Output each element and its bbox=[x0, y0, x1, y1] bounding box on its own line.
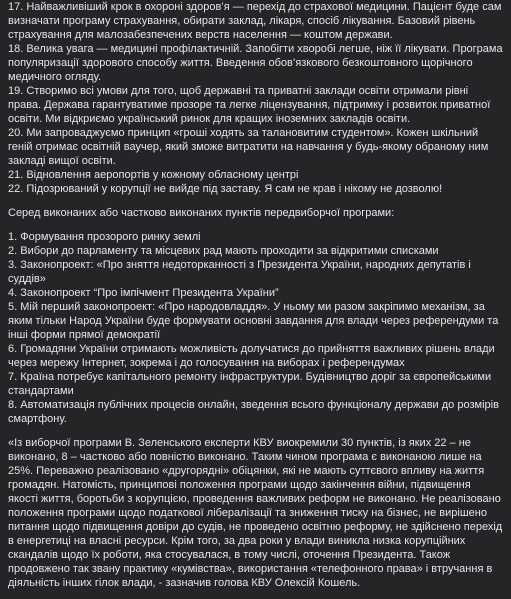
spacer bbox=[8, 426, 503, 436]
completed-item-8: 8. Автоматизація публічних процесів онлайн, зведення всього функціоналу держави до розмірів смартфону. bbox=[8, 399, 502, 425]
completed-item-6: 6. Громадяни України отримають можливість долучатися до прийняття важливих рішень влади через мережу Інтернет, зокрема і до голосування на виборах і референдумах bbox=[8, 343, 498, 369]
completed-item-4: 4. Законопроект “Про імпічмент Президента України” bbox=[8, 287, 279, 299]
promise-21: 21. Відновлення аеропортів у кожному обласному центрі bbox=[8, 169, 299, 181]
spacer bbox=[8, 220, 503, 230]
promise-20: 20. Ми запроваджуємо принцип «гроші ходять за талановитим студентом». Кожен шкільний геній отримає освітній ваучер, який зможе витратити на навчання у будь-якому обраному ним закладі вищої освіти. bbox=[8, 127, 492, 167]
completed-item-5: 5. Мій перший законопроект: «Про народовладдя». У ньому ми разом закріпимо механізм, за яким тільки Народ України буде формувати основні завдання для влади через референдуми та інші форми прямої демократії bbox=[8, 301, 502, 341]
promise-22: 22. Підозрюваний у корупції не вийде під заставу. Я сам не крав і нікому не дозволю! bbox=[8, 183, 443, 195]
promise-19: 19. Створимо всі умови для того, щоб державні та приватні заклади освіти отримали рівні права. Держава гарантуватиме прозоре та легке ліцензування, підтримку і розвиток приватної освіти. Ми відкриємо український ринок для кращих іноземних закладів освіти. bbox=[8, 85, 494, 125]
promise-18: 18. Велика увага — медицині профілактичній. Запобігти хворобі легше, ніж її лікувати. Програма популяризації здорового способу життя. Введення обов’язкового безкоштовного щорічного медичного огляду. bbox=[8, 43, 506, 83]
completed-item-1: 1. Формування прозорого ринку землі bbox=[8, 231, 201, 243]
completed-item-2: 2. Вибори до парламенту та місцевих рад мають проходити за відкритими списками bbox=[8, 245, 439, 257]
completed-item-7: 7. Країна потребує капітального ремонту інфраструктури. Будівництво доріг за європейськими стандартами bbox=[8, 371, 495, 397]
spacer bbox=[8, 196, 503, 206]
section-intro: Серед виконаних або частково виконаних пунктів передвиборчої програми: bbox=[8, 207, 395, 219]
promise-17: 17. Найважливіший крок в охороні здоров’я — перехід до страхової медицини. Пацієнт буде сам визначати програму страхування, обирати заклад, лікаря, спосіб лікування. Базовий рівень страхування для малозабезпечених верств населення — коштом держави. bbox=[8, 1, 505, 41]
completed-item-3: 3. Законопроект: «Про зняття недоторканності з Президента України, народних депутатів і суддів» bbox=[8, 259, 474, 285]
quote-paragraph: «Із виборчої програми В. Зеленського експерти КВУ виокремили 30 пунктів, із яких 22 – не виконано, 8 – частково або повністю виконано. Таким чином програма є виконаною лише на 25%. Переважно реалізовано «другорядні» обіцянки, які не мають суттєвого впливу на життя громадян. Натомість, принципові положення програми щодо закінчення війни, підвищення якості життя, боротьби з корупцією, проведення важливих реформ не виконано. Не реалізовано положення програми щодо податкової лібералізації та зниження тиску на бізнес, не вирішено питання щодо підвищення довіри до судів, не проведено освітню реформу, не здійснено перехід в енергетиці на власні ресурси. Крім того, за два роки у влади виникла низка корупційних скандалів щодо їх роботи, яка стосувалася, в тому числі, оточення Президента. Також продовжено так звану практику «кумівства», використання «телефонного права» і втручання в діяльність інших гілок влади, - зазначив голова КВУ Олексій Кошель. bbox=[8, 437, 506, 589]
